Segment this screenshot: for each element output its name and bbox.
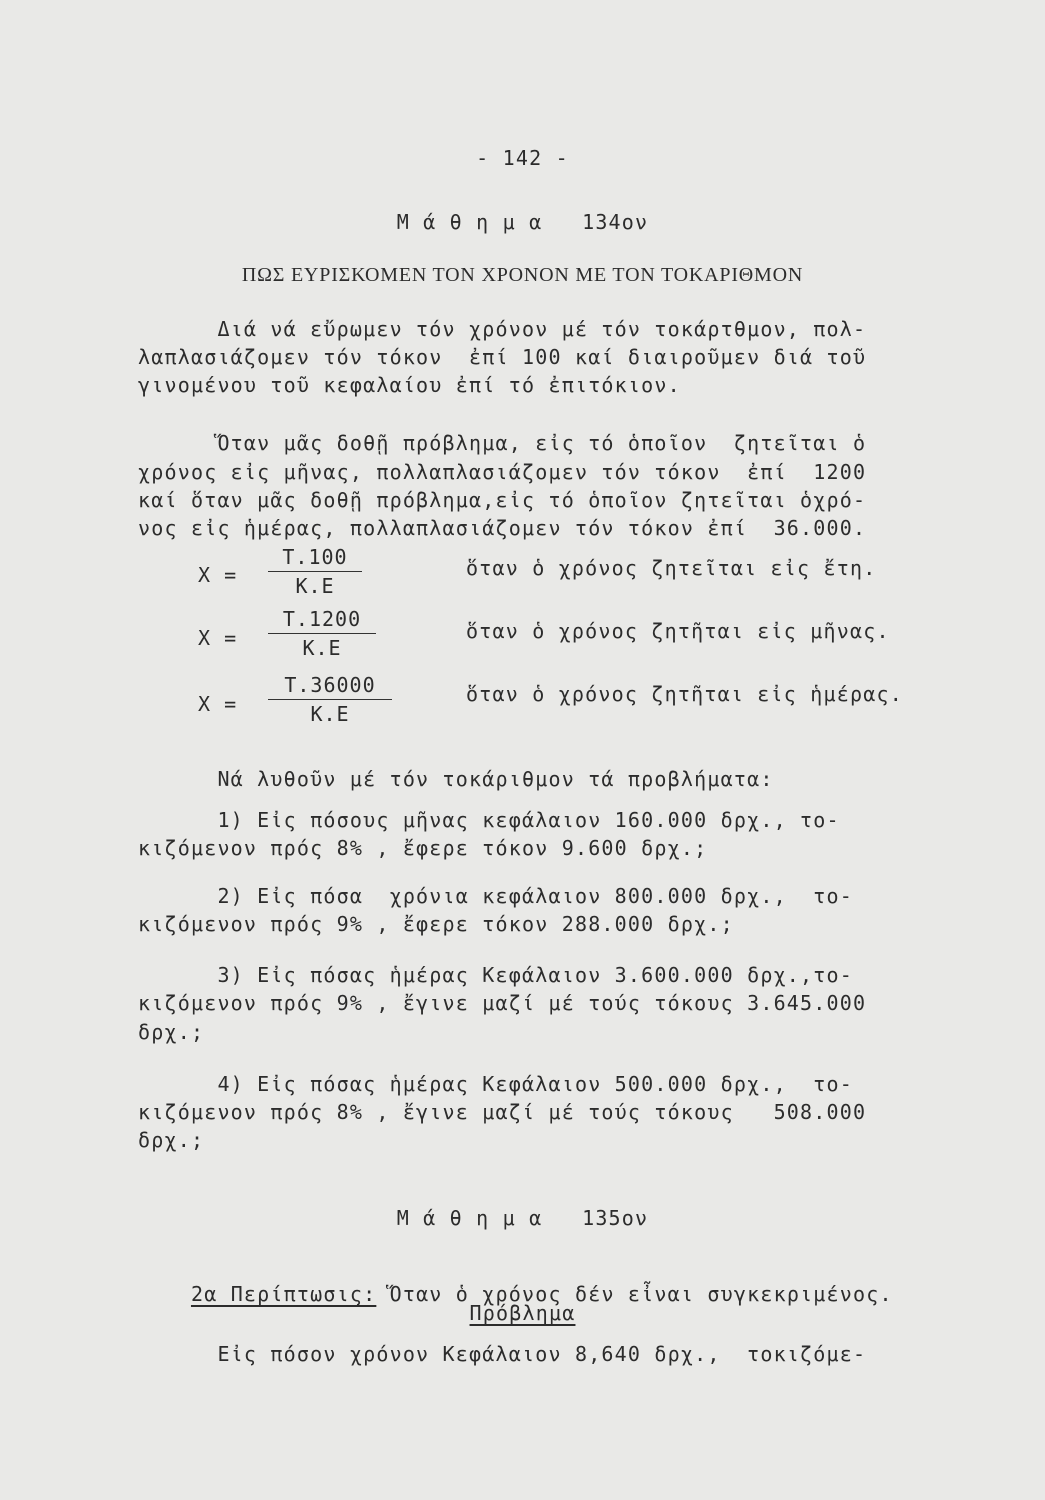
formula-numerator: T.36000 [268, 673, 392, 700]
paragraph-line: Διά νά εὔρωμεν τόν χρόνον μέ τόν τοκάρτθμον, πολ- [138, 317, 867, 341]
exercise-line: κιζόμενον πρός 8% , ἔγινε μαζί μέ τούς τόκους 508.000 [138, 1100, 867, 1124]
formula-denominator: K.E [302, 636, 342, 660]
formula-lhs: X = [198, 692, 238, 716]
page-number: - 142 - [476, 146, 569, 170]
lesson-135-title: Μ ά θ η μ α 135ον [396, 1206, 649, 1230]
paragraph-line: γινομένου τοῦ κεφαλαίου ἐπί τό ἐπιτόκιον. [138, 373, 681, 397]
exercises-intro: Νά λυθοῦν μέ τόν τοκάριθμον τά προβλήματα: [138, 767, 774, 791]
paragraph-line: Ὅταν μᾶς δοθῇ πρόβλημα, εἰς τό ὁποῖον ζητεῖται ὁ [138, 431, 867, 455]
exercise-line: 4) Εἰς πόσας ἡμέρας Κεφάλαιον 500.000 δρχ., το- [138, 1072, 854, 1096]
case-text: Ὅταν ὁ χρόνος δέν εἶναι συγκεκριμένος. [376, 1282, 893, 1306]
formula-numerator: T.1200 [268, 607, 376, 634]
case-label: 2α Περίπτωσις: [190, 1282, 377, 1306]
problem-heading: Πρόβλημα [469, 1301, 576, 1325]
exercise-line: δρχ.; [138, 1020, 205, 1044]
exercise-line: 2) Εἰς πόσα χρόνια κεφάλαιον 800.000 δρχ., το- [138, 884, 854, 908]
formula-fraction [268, 545, 362, 598]
formula-description: ὅταν ὁ χρόνος ζητῆται εἰς ἡμέρας. [466, 682, 903, 706]
paragraph-line: χρόνος εἰς μῆνας, πολλαπλασιάζομεν τόν τόκον ἐπί 1200 [138, 460, 867, 484]
formula-denominator: K.E [310, 702, 350, 726]
paragraph-line: νος εἰς ἡμέρας, πολλαπλασιάζομεν τόν τόκον ἐπί 36.000. [138, 516, 867, 540]
problem-line: Εἰς πόσον χρόνον Κεφάλαιον 8,640 δρχ., τοκιζόμε- [138, 1342, 867, 1366]
exercise-line: 3) Εἰς πόσας ἡμέρας Κεφάλαιον 3.600.000 δρχ.,το- [138, 963, 854, 987]
lesson-134-heading: ΠΩΣ ΕΥΡΙΣΚΟΜΕΝ ΤΟΝ ΧΡΟΝΟΝ ΜΕ ΤΟΝ ΤΟΚΑΡΙΘΜΟΝ [241, 264, 804, 286]
formula-lhs: X = [198, 563, 238, 587]
exercise-line: κιζόμενον πρός 9% , ἔφερε τόκον 288.000 δρχ.; [138, 912, 734, 936]
formula-fraction [268, 607, 376, 660]
formula-denominator: K.E [295, 574, 335, 598]
exercise-line: 1) Εἰς πόσους μῆνας κεφάλαιον 160.000 δρχ., το- [138, 808, 840, 832]
paragraph-line: λαπλασιάζομεν τόν τόκον ἐπί 100 καί διαιροῦμεν διά τοῦ [138, 345, 867, 369]
formula-description: ὅταν ὁ χρόνος ζητεῖται εἰς ἔτη. [466, 556, 877, 580]
exercise-line: κιζόμενον πρός 8% , ἔφερε τόκον 9.600 δρχ.; [138, 836, 708, 860]
paragraph-line: καί ὅταν μᾶς δοθῇ πρόβλημα,εἰς τό ὁποῖον ζητεῖται ὁχρό- [138, 488, 867, 512]
formula-description: ὅταν ὁ χρόνος ζητῆται εἰς μῆνας. [466, 619, 890, 643]
formula-lhs: X = [198, 626, 238, 650]
formula-numerator: T.100 [268, 545, 362, 572]
exercise-line: δρχ.; [138, 1128, 205, 1152]
formula-fraction [268, 673, 392, 726]
exercise-line: κιζόμενον πρός 9% , ἔγινε μαζί μέ τούς τόκους 3.645.000 [138, 991, 867, 1015]
lesson-134-title: Μ ά θ η μ α 134ον [396, 210, 649, 234]
